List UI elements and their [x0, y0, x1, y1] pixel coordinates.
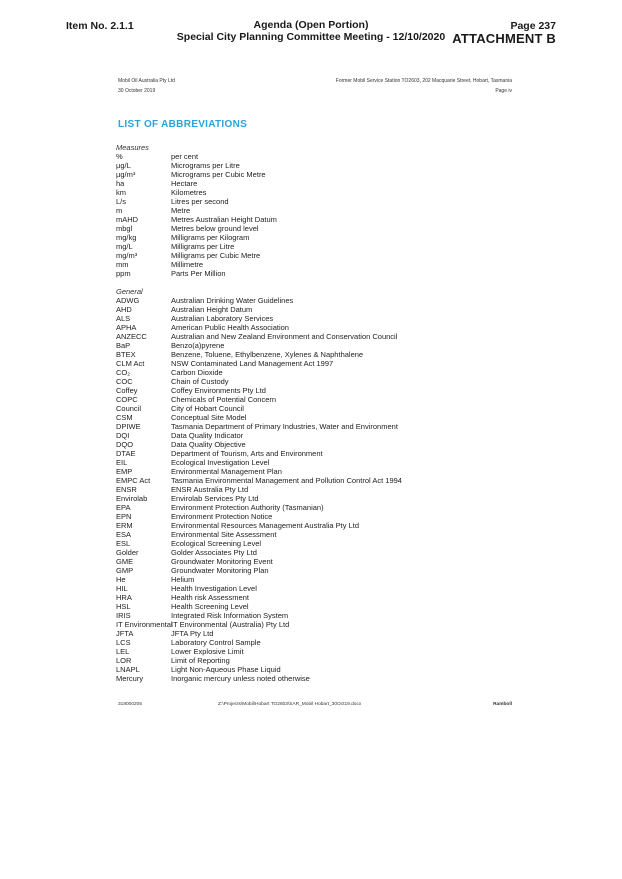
abbreviation-definition: City of Hobart Council	[171, 404, 244, 413]
doc-site: Former Mobil Service Station TO2603, 202 Macquarie Street, Hobart, Tasmania	[335, 78, 512, 84]
doc-date: 30 October 2019	[118, 88, 156, 94]
abbreviation-row	[116, 188, 516, 197]
abbreviation-row	[116, 260, 516, 269]
abbreviation-definition: Limit of Reporting	[171, 656, 230, 665]
abbreviation-row	[116, 242, 516, 251]
abbreviation-term: IRIS	[116, 611, 131, 620]
abbreviation-definition: Milligrams per Cubic Metre	[171, 251, 261, 260]
abbreviation-row	[116, 440, 516, 449]
abbreviation-definition: Inorganic mercury unless noted otherwise	[171, 674, 310, 683]
abbreviation-definition: Micrograms per Cubic Metre	[171, 170, 266, 179]
abbreviation-term: Envirolab	[116, 494, 148, 503]
abbreviation-definition: Australian and New Zealand Environment and Conservation Council	[171, 332, 398, 341]
abbreviation-term: HRA	[116, 593, 132, 602]
abbreviation-term: CO₂	[116, 368, 131, 377]
abbreviation-row	[116, 566, 516, 575]
general-heading: General	[116, 287, 143, 296]
abbreviation-term: COPC	[116, 395, 138, 404]
abbreviation-term: ANZECC	[116, 332, 147, 341]
abbreviation-row	[116, 530, 516, 539]
doc-company: Mobil Oil Australia Pty Ltd	[118, 78, 175, 84]
abbreviation-term: Mercury	[116, 674, 144, 683]
measures-list	[116, 152, 516, 278]
abbreviation-term: mg/L	[116, 242, 133, 251]
abbreviation-row	[116, 422, 516, 431]
abbreviation-definition: Metres Australian Height Datum	[171, 215, 277, 224]
agenda-title-line1: Agenda (Open Portion)	[253, 19, 369, 31]
abbreviation-term: ALS	[116, 314, 131, 323]
abbreviation-term: ppm	[116, 269, 131, 278]
abbreviation-row	[116, 647, 516, 656]
abbreviation-definition: Environmental Management Plan	[171, 467, 282, 476]
abbreviation-row	[116, 341, 516, 350]
abbreviation-row	[116, 674, 516, 683]
abbreviation-definition: Benzo(a)pyrene	[171, 341, 225, 350]
measures-heading: Measures	[116, 143, 149, 152]
abbreviation-term: km	[116, 188, 126, 197]
abbreviation-definition: Environment Protection Authority (Tasmanian)	[171, 503, 324, 512]
abbreviation-definition: Parts Per Million	[171, 269, 226, 278]
abbreviation-term: ha	[116, 179, 125, 188]
abbreviation-term: EMP	[116, 467, 133, 476]
abbreviation-definition: Micrograms per Litre	[171, 161, 240, 170]
abbreviation-definition: JFTA Pty Ltd	[171, 629, 214, 638]
abbreviation-definition: Environment Protection Notice	[171, 512, 273, 521]
abbreviation-term: m	[116, 206, 123, 215]
abbreviation-definition: ENSR Australia Pty Ltd	[171, 485, 249, 494]
abbreviation-row	[116, 179, 516, 188]
abbreviation-row	[116, 368, 516, 377]
abbreviation-term: APHA	[116, 323, 137, 332]
abbreviation-row	[116, 584, 516, 593]
abbreviation-term: LCS	[116, 638, 131, 647]
abbreviation-definition: Milligrams per Litre	[171, 242, 235, 251]
abbreviation-term: DTAE	[116, 449, 136, 458]
abbreviation-term: mg/m³	[116, 251, 138, 260]
abbreviation-term: IT Environmental	[116, 620, 173, 629]
abbreviation-row	[116, 593, 516, 602]
abbreviation-term: HIL	[116, 584, 128, 593]
abbreviation-term: BTEX	[116, 350, 136, 359]
abbreviation-definition: Metre	[171, 206, 191, 215]
abbreviation-term: mg/kg	[116, 233, 137, 242]
abbreviation-term: EMPC Act	[116, 476, 151, 485]
abbreviation-term: L/s	[116, 197, 127, 206]
abbreviation-term: AHD	[116, 305, 132, 314]
abbreviation-term: µg/m³	[116, 170, 136, 179]
agenda-title-line2: Special City Planning Committee Meeting - 12/10/2020	[176, 31, 446, 43]
abbreviation-term: COC	[116, 377, 133, 386]
abbreviation-term: GMP	[116, 566, 134, 575]
abbreviation-row	[116, 503, 516, 512]
abbreviation-row	[116, 494, 516, 503]
abbreviation-definition: Department of Tourism, Arts and Environment	[171, 449, 323, 458]
abbreviation-term: GME	[116, 557, 134, 566]
abbreviation-definition: Metres below ground level	[171, 224, 259, 233]
abbreviation-definition: Tasmania Department of Primary Industries, Water and Environment	[171, 422, 398, 431]
abbreviation-term: DQI	[116, 431, 130, 440]
abbreviation-row	[116, 476, 516, 485]
abbreviation-term: ENSR	[116, 485, 137, 494]
abbreviation-definition: Kilometres	[171, 188, 207, 197]
abbreviation-term: EPA	[116, 503, 131, 512]
abbreviation-row	[116, 548, 516, 557]
abbreviation-term: Golder	[116, 548, 139, 557]
abbreviation-row	[116, 539, 516, 548]
abbreviation-definition: Australian Laboratory Services	[171, 314, 274, 323]
abbreviation-definition: Health risk Assessment	[171, 593, 249, 602]
abbreviation-term: LNAPL	[116, 665, 140, 674]
abbreviation-term: DPIWE	[116, 422, 141, 431]
abbreviation-term: ESA	[116, 530, 132, 539]
abbreviation-row	[116, 305, 516, 314]
abbreviation-definition: Ecological Investigation Level	[171, 458, 270, 467]
abbreviation-row	[116, 197, 516, 206]
abbreviation-row	[116, 431, 516, 440]
abbreviation-definition: Environmental Resources Management Australia Pty Ltd	[171, 521, 360, 530]
abbreviation-term: He	[116, 575, 126, 584]
abbreviation-term: Council	[116, 404, 142, 413]
abbreviation-definition: Hectare	[171, 179, 198, 188]
abbreviation-definition: per cent	[171, 152, 199, 161]
abbreviation-definition: Chemicals of Potential Concern	[171, 395, 277, 404]
abbreviation-definition: Conceptual Site Model	[171, 413, 247, 422]
abbreviation-term: %	[116, 152, 123, 161]
abbreviation-definition: Benzene, Toluene, Ethylbenzene, Xylenes & Naphthalene	[171, 350, 364, 359]
abbreviation-list	[116, 143, 516, 683]
abbreviation-row	[116, 575, 516, 584]
abbreviation-term: ERM	[116, 521, 133, 530]
abbreviation-definition: Millimetre	[171, 260, 204, 269]
abbreviation-row	[116, 557, 516, 566]
abbreviation-term: DQO	[116, 440, 134, 449]
abbreviation-definition: Tasmania Environmental Management and Pollution Control Act 1994	[171, 476, 402, 485]
section-spacer	[116, 278, 516, 287]
abbreviation-definition: American Public Health Association	[171, 323, 289, 332]
abbreviation-term: CSM	[116, 413, 133, 422]
abbreviation-definition: Australian Height Datum	[171, 305, 253, 314]
abbreviation-term: ADWG	[116, 296, 140, 305]
abbreviation-term: BaP	[116, 341, 131, 350]
footer-file-path: Z:\Projects\Mobil\Hobart TO2603\SAR_Mobil Hobart_30Oct19.docx	[218, 702, 362, 707]
abbreviation-row	[116, 332, 516, 341]
abbreviation-term: JFTA	[116, 629, 134, 638]
abbreviation-row	[116, 656, 516, 665]
abbreviation-row	[116, 629, 516, 638]
abbreviation-row	[116, 404, 516, 413]
abbreviation-definition: Chain of Custody	[171, 377, 229, 386]
abbreviation-term: LOR	[116, 656, 132, 665]
abbreviation-term: mm	[116, 260, 129, 269]
abbreviation-term: CLM Act	[116, 359, 145, 368]
abbreviation-row	[116, 224, 516, 233]
abbreviation-row	[116, 161, 516, 170]
abbreviation-row	[116, 449, 516, 458]
abbreviation-definition: Milligrams per Kilogram	[171, 233, 250, 242]
abbreviation-row	[116, 467, 516, 476]
abbreviation-definition: Laboratory Control Sample	[171, 638, 261, 647]
abbreviation-definition: Ecological Screening Level	[171, 539, 262, 548]
abbreviation-definition: Coffey Environments Pty Ltd	[171, 386, 266, 395]
abbreviation-row	[116, 296, 516, 305]
abbreviation-row	[116, 350, 516, 359]
abbreviation-row	[116, 665, 516, 674]
abbreviation-row	[116, 512, 516, 521]
abbreviation-row	[116, 233, 516, 242]
abbreviation-term: EPN	[116, 512, 132, 521]
agenda-item-number: Item No. 2.1.1	[66, 20, 134, 32]
abbreviation-term: mbgl	[116, 224, 133, 233]
footer-job-number: 318000205	[118, 702, 143, 707]
agenda-page-number: Page 237	[510, 20, 556, 32]
abbreviation-row	[116, 377, 516, 386]
abbreviation-definition: Health Investigation Level	[171, 584, 257, 593]
abbreviation-definition: Australian Drinking Water Guidelines	[171, 296, 294, 305]
abbreviation-row	[116, 458, 516, 467]
abbreviation-row	[116, 602, 516, 611]
abbreviation-definition: Environmental Site Assessment	[171, 530, 277, 539]
doc-page: Page iv	[495, 88, 512, 94]
abbreviation-row	[116, 620, 516, 629]
abbreviation-term: Coffey	[116, 386, 138, 395]
abbreviation-row	[116, 215, 516, 224]
abbreviation-definition: Data Quality Objective	[171, 440, 246, 449]
abbreviation-term: HSL	[116, 602, 131, 611]
abbreviation-row	[116, 152, 516, 161]
abbreviation-row	[116, 206, 516, 215]
abbreviation-row	[116, 269, 516, 278]
abbreviation-definition: Envirolab Services Pty Ltd	[171, 494, 259, 503]
abbreviation-definition: Groundwater Monitoring Event	[171, 557, 273, 566]
abbreviation-term: LEL	[116, 647, 130, 656]
page-title: LIST OF ABBREVIATIONS	[118, 119, 248, 130]
abbreviation-row	[116, 485, 516, 494]
abbreviation-definition: Lower Explosive Limit	[171, 647, 244, 656]
abbreviation-definition: Data Quality Indicator	[171, 431, 244, 440]
abbreviation-row	[116, 251, 516, 260]
abbreviation-definition: IT Environmental (Australia) Pty Ltd	[171, 620, 290, 629]
abbreviation-definition: Golder Associates Pty Ltd	[171, 548, 257, 557]
footer-brand: Ramboll	[493, 702, 512, 707]
abbreviation-definition: Carbon Dioxide	[171, 368, 223, 377]
abbreviation-term: µg/L	[116, 161, 131, 170]
abbreviation-definition: NSW Contaminated Land Management Act 1997	[171, 359, 334, 368]
abbreviation-row	[116, 359, 516, 368]
abbreviation-term: mAHD	[116, 215, 139, 224]
abbreviation-definition: Helium	[171, 575, 195, 584]
abbreviation-row	[116, 395, 516, 404]
attachment-label: ATTACHMENT B	[452, 31, 556, 46]
abbreviation-definition: Light Non-Aqueous Phase Liquid	[171, 665, 281, 674]
abbreviation-row	[116, 314, 516, 323]
abbreviation-definition: Groundwater Monitoring Plan	[171, 566, 269, 575]
abbreviation-term: ESL	[116, 539, 131, 548]
abbreviation-row	[116, 611, 516, 620]
abbreviation-row	[116, 386, 516, 395]
abbreviation-row	[116, 521, 516, 530]
abbreviation-row	[116, 170, 516, 179]
abbreviation-row	[116, 413, 516, 422]
abbreviation-definition: Health Screening Level	[171, 602, 249, 611]
general-list	[116, 296, 516, 683]
abbreviation-definition: Integrated Risk Information System	[171, 611, 289, 620]
abbreviation-term: EIL	[116, 458, 128, 467]
abbreviation-row	[116, 638, 516, 647]
abbreviation-definition: Litres per second	[171, 197, 229, 206]
abbreviation-row	[116, 323, 516, 332]
